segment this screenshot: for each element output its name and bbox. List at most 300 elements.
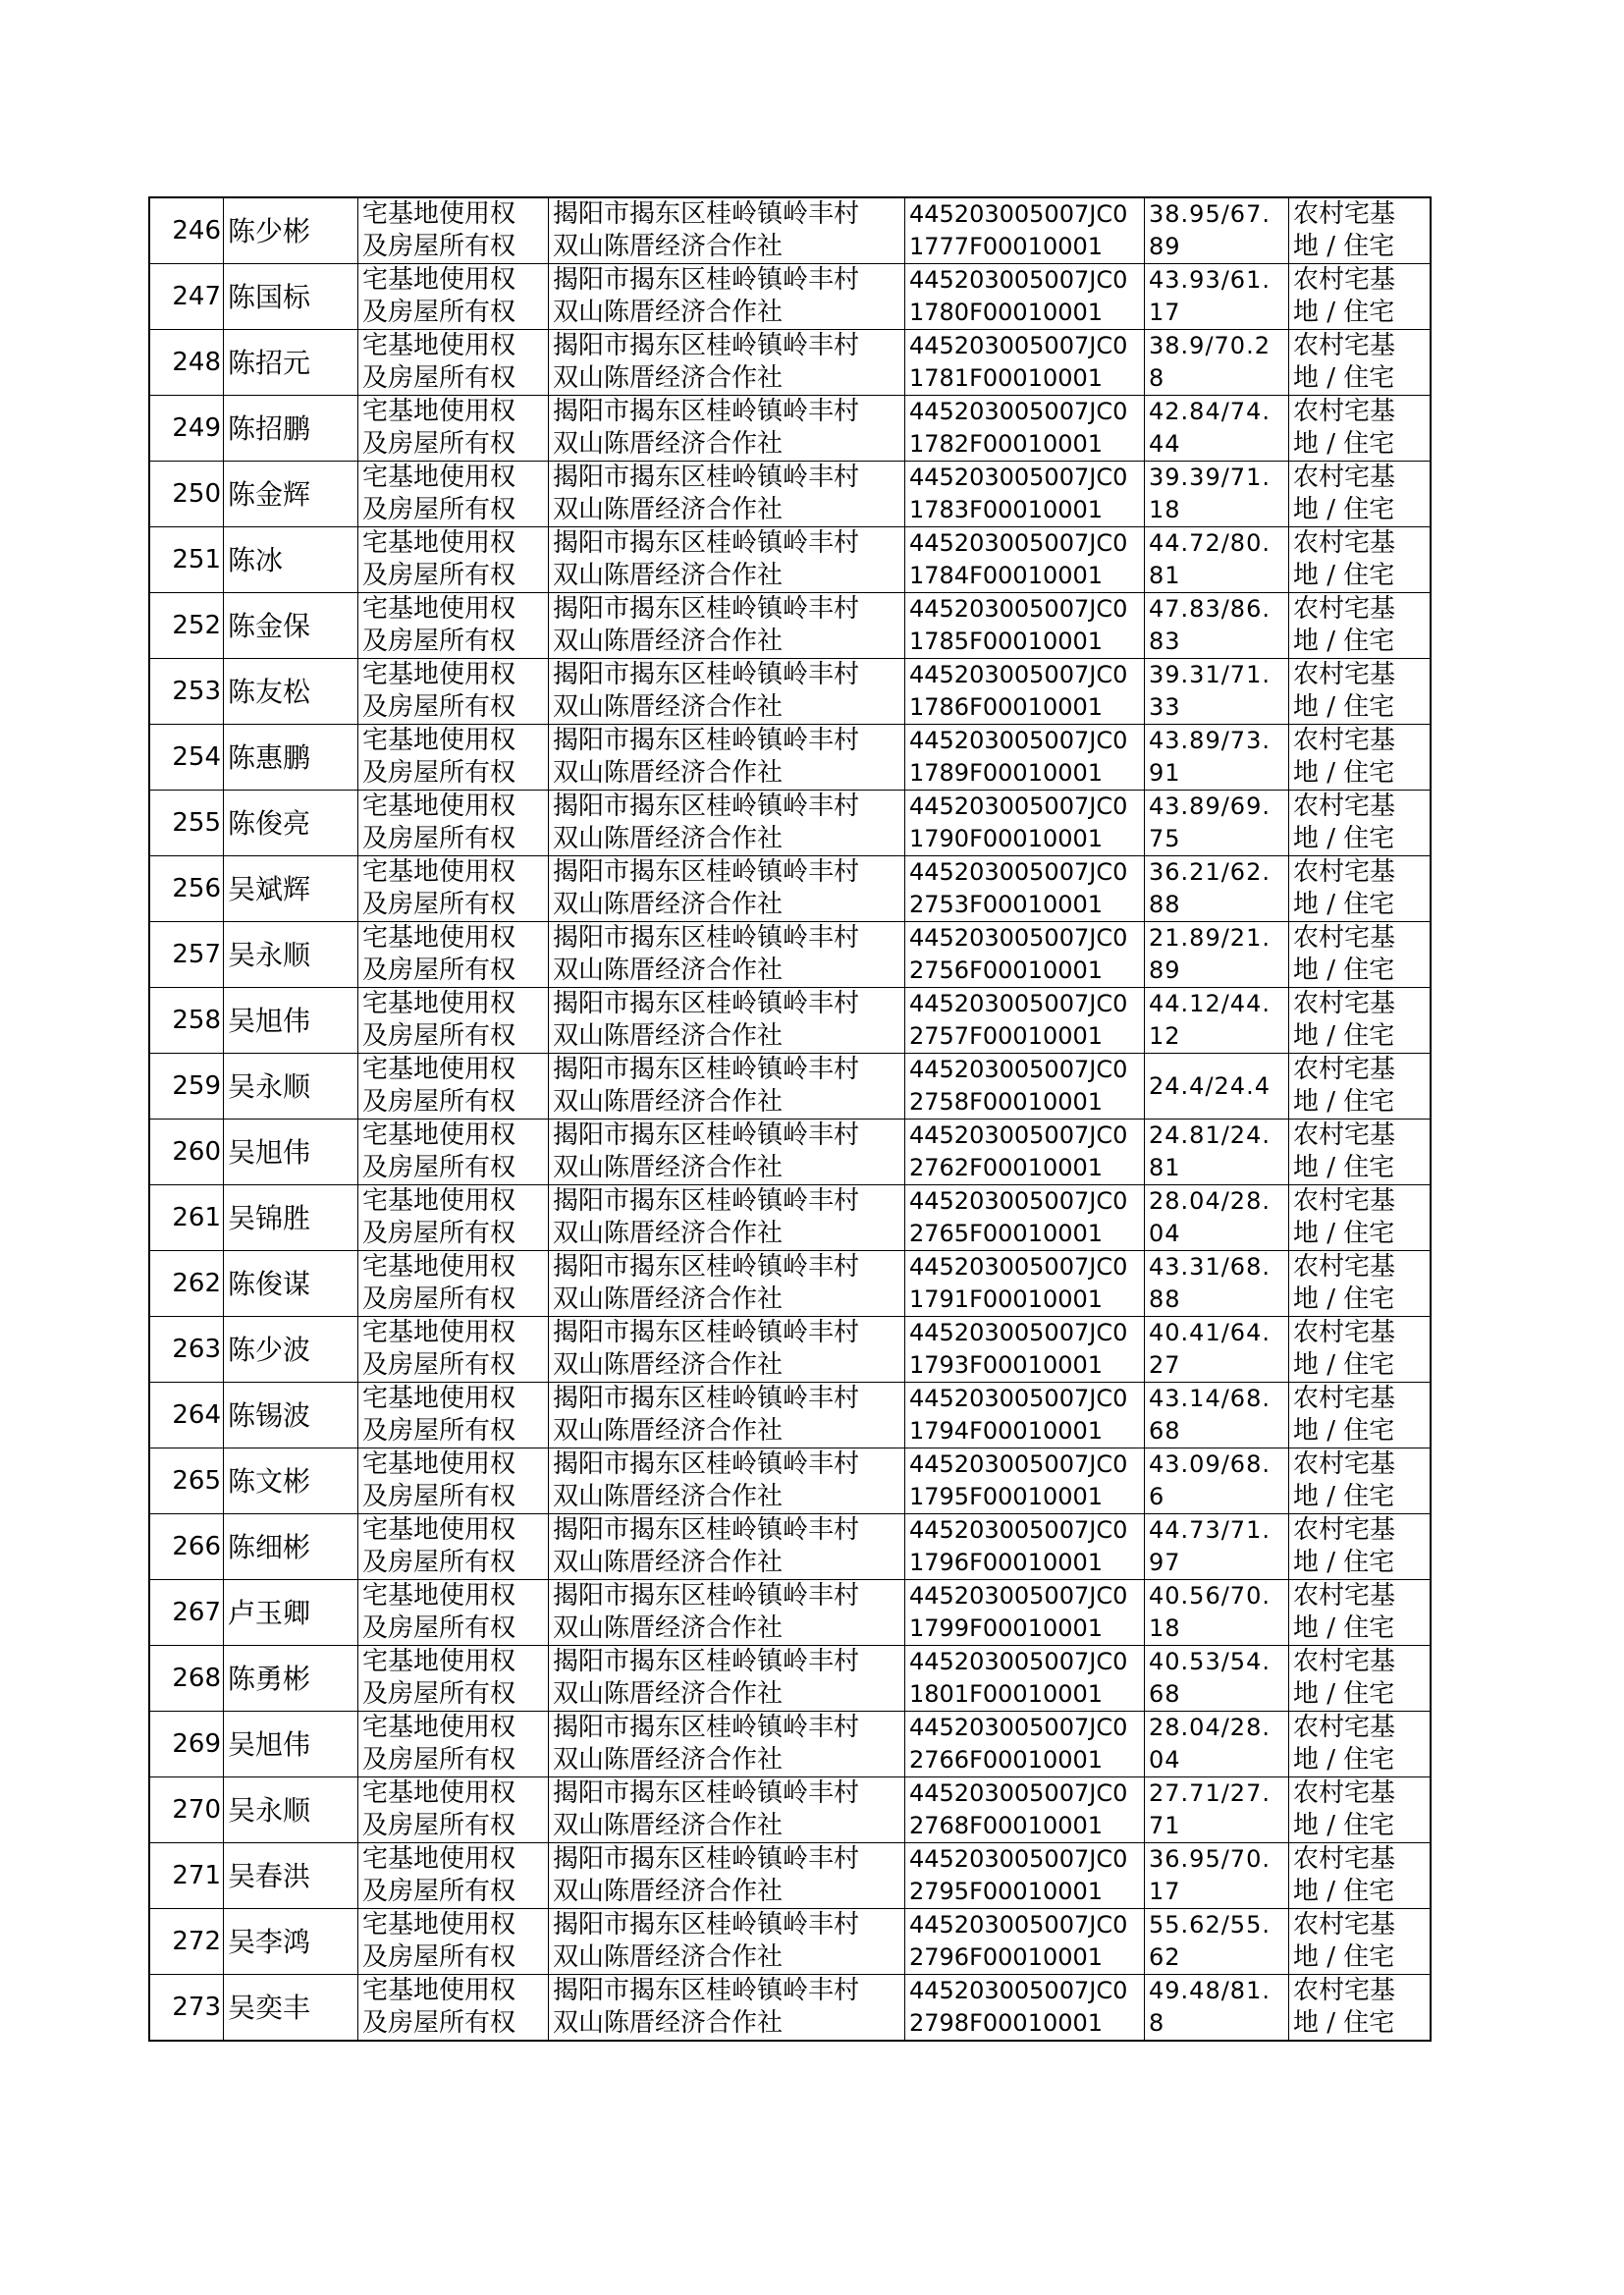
location-text: 双山陈厝经济合作社: [553, 1219, 784, 1248]
row-number-cell: [149, 1054, 224, 1120]
location-text: 揭阳市揭东区桂岭镇岭丰村: [553, 792, 860, 821]
owner-name-text: 吴旭伟: [228, 1135, 311, 1169]
right-type-text: 宅基地使用权: [362, 1384, 516, 1413]
right-type-text: 及房屋所有权: [362, 824, 516, 853]
right-type-cell: [358, 197, 549, 264]
land-use-cell: [1289, 1185, 1432, 1251]
right-type-cell: [358, 1514, 549, 1580]
table-row: [149, 330, 1431, 396]
owner-name-text: 陈勇彬: [228, 1662, 311, 1695]
land-use-text: 农村宅基: [1293, 1186, 1396, 1216]
table-row: [149, 1646, 1431, 1712]
location-text: 双山陈厝经济合作社: [553, 2008, 784, 2038]
owner-name-text: 陈招元: [228, 346, 311, 379]
land-use-text: 地 / 住宅: [1293, 363, 1395, 393]
owner-name-cell: [224, 197, 358, 264]
parcel-code-text: 445203005007JC02758F00010001: [909, 1056, 1128, 1116]
area-text: 47.83/86.83: [1149, 595, 1271, 655]
right-type-cell: [358, 856, 549, 922]
row-number-text: 259: [172, 1070, 221, 1101]
area-cell: [1145, 1843, 1289, 1909]
owner-name-text: 陈俊谋: [228, 1267, 311, 1300]
right-type-text: 及房屋所有权: [362, 363, 516, 393]
area-text: 40.41/64.27: [1149, 1319, 1271, 1379]
area-text: 24.81/24.81: [1149, 1121, 1271, 1181]
land-use-cell: [1289, 396, 1432, 462]
area-text: 43.89/73.91: [1149, 727, 1271, 787]
area-text: 42.84/74.44: [1149, 398, 1271, 458]
owner-name-cell: [224, 1646, 358, 1712]
land-use-text: 农村宅基: [1293, 660, 1396, 689]
parcel-code-text: 445203005007JC01799F00010001: [909, 1582, 1128, 1642]
table-row: [149, 462, 1431, 527]
right-type-cell: [358, 527, 549, 593]
row-number-text: 253: [172, 676, 221, 706]
area-text: 27.71/27.71: [1149, 1779, 1271, 1839]
table-row: [149, 1185, 1431, 1251]
location-text: 揭阳市揭东区桂岭镇岭丰村: [553, 265, 860, 295]
table-row: [149, 527, 1431, 593]
land-use-cell: [1289, 1580, 1432, 1646]
location-cell: [549, 1448, 905, 1514]
area-text: 43.93/61.17: [1149, 266, 1271, 326]
location-cell: [549, 264, 905, 330]
area-text: 28.04/28.04: [1149, 1714, 1271, 1774]
area-cell: [1145, 1646, 1289, 1712]
parcel-code-text: 445203005007JC02796F00010001: [909, 1911, 1128, 1971]
location-text: 揭阳市揭东区桂岭镇岭丰村: [553, 726, 860, 755]
row-number-cell: [149, 462, 224, 527]
owner-name-text: 陈国标: [228, 280, 311, 313]
land-use-text: 农村宅基: [1293, 463, 1396, 492]
parcel-code-cell: [905, 527, 1145, 593]
owner-name-text: 吴永顺: [228, 1069, 311, 1103]
parcel-code-cell: [905, 1054, 1145, 1120]
right-type-text: 及房屋所有权: [362, 627, 516, 656]
parcel-code-cell: [905, 1383, 1145, 1448]
land-use-text: 农村宅基: [1293, 1055, 1396, 1084]
right-type-text: 宅基地使用权: [362, 857, 516, 887]
row-number-cell: [149, 1712, 224, 1777]
row-number-cell: [149, 1448, 224, 1514]
right-type-text: 及房屋所有权: [362, 561, 516, 590]
area-text: 49.48/81.8: [1149, 1977, 1271, 2037]
land-use-cell: [1289, 1646, 1432, 1712]
location-cell: [549, 1054, 905, 1120]
row-number-text: 264: [172, 1399, 221, 1430]
area-cell: [1145, 791, 1289, 856]
right-type-cell: [358, 1185, 549, 1251]
owner-name-text: 陈少波: [228, 1333, 311, 1366]
right-type-cell: [358, 330, 549, 396]
location-text: 揭阳市揭东区桂岭镇岭丰村: [553, 660, 860, 689]
land-use-cell: [1289, 856, 1432, 922]
row-number-cell: [149, 1185, 224, 1251]
parcel-code-cell: [905, 197, 1145, 264]
area-text: 36.21/62.88: [1149, 858, 1271, 918]
owner-name-text: 吴斌辉: [228, 872, 311, 905]
owner-name-text: 吴李鸿: [228, 1925, 311, 1958]
owner-name-cell: [224, 1185, 358, 1251]
area-cell: [1145, 1185, 1289, 1251]
row-number-text: 251: [172, 544, 221, 574]
area-text: 43.89/69.75: [1149, 792, 1271, 852]
parcel-code-text: 445203005007JC02798F00010001: [909, 1977, 1128, 2037]
row-number-cell: [149, 1909, 224, 1975]
location-text: 双山陈厝经济合作社: [553, 363, 784, 393]
right-type-text: 及房屋所有权: [362, 1745, 516, 1775]
right-type-cell: [358, 1843, 549, 1909]
right-type-cell: [358, 1317, 549, 1383]
land-use-cell: [1289, 462, 1432, 527]
parcel-code-cell: [905, 1580, 1145, 1646]
location-cell: [549, 922, 905, 988]
area-cell: [1145, 659, 1289, 725]
right-type-text: 宅基地使用权: [362, 1581, 516, 1611]
right-type-text: 及房屋所有权: [362, 1548, 516, 1577]
right-type-cell: [358, 1975, 549, 2042]
land-use-text: 农村宅基: [1293, 1910, 1396, 1940]
location-text: 揭阳市揭东区桂岭镇岭丰村: [553, 463, 860, 492]
location-cell: [549, 1843, 905, 1909]
right-type-text: 及房屋所有权: [362, 1284, 516, 1314]
owner-name-text: 吴奕丰: [228, 1991, 311, 2024]
right-type-cell: [358, 1580, 549, 1646]
right-type-text: 宅基地使用权: [362, 397, 516, 426]
right-type-text: 及房屋所有权: [362, 890, 516, 919]
area-cell: [1145, 527, 1289, 593]
area-cell: [1145, 330, 1289, 396]
land-use-cell: [1289, 197, 1432, 264]
table-row: [149, 1777, 1431, 1843]
row-number-text: 270: [172, 1794, 221, 1825]
land-use-text: 地 / 住宅: [1293, 429, 1395, 459]
land-use-text: 地 / 住宅: [1293, 1679, 1395, 1709]
parcel-code-cell: [905, 1777, 1145, 1843]
land-use-cell: [1289, 659, 1432, 725]
right-type-text: 及房屋所有权: [362, 956, 516, 985]
parcel-code-text: 445203005007JC01791F00010001: [909, 1253, 1128, 1313]
row-number-text: 261: [172, 1202, 221, 1232]
area-text: 24.4/24.4: [1149, 1071, 1271, 1100]
right-type-text: 及房屋所有权: [362, 1416, 516, 1446]
location-cell: [549, 659, 905, 725]
row-number-cell: [149, 922, 224, 988]
row-number-cell: [149, 1975, 224, 2042]
right-type-text: 宅基地使用权: [362, 1186, 516, 1216]
parcel-code-text: 445203005007JC01782F00010001: [909, 398, 1128, 458]
row-number-cell: [149, 725, 224, 791]
row-number-cell: [149, 988, 224, 1054]
owner-name-cell: [224, 1054, 358, 1120]
row-number-text: 265: [172, 1465, 221, 1496]
owner-name-text: 陈锡波: [228, 1398, 311, 1432]
area-cell: [1145, 1514, 1289, 1580]
row-number-cell: [149, 1514, 224, 1580]
land-use-text: 农村宅基: [1293, 528, 1396, 558]
owner-name-text: 吴旭伟: [228, 1004, 311, 1037]
owner-name-text: 陈冰: [228, 543, 284, 576]
table-row: [149, 197, 1431, 264]
location-text: 揭阳市揭东区桂岭镇岭丰村: [553, 1713, 860, 1742]
location-cell: [549, 791, 905, 856]
area-cell: [1145, 1120, 1289, 1185]
location-cell: [549, 1251, 905, 1317]
location-text: 揭阳市揭东区桂岭镇岭丰村: [553, 199, 860, 229]
table-row: [149, 593, 1431, 659]
right-type-text: 及房屋所有权: [362, 758, 516, 788]
row-number-cell: [149, 1120, 224, 1185]
land-use-cell: [1289, 1448, 1432, 1514]
owner-name-text: 卢玉卿: [228, 1596, 311, 1629]
right-type-cell: [358, 1251, 549, 1317]
table-row: [149, 396, 1431, 462]
land-use-text: 地 / 住宅: [1293, 627, 1395, 656]
location-text: 揭阳市揭东区桂岭镇岭丰村: [553, 923, 860, 953]
parcel-code-text: 445203005007JC02768F00010001: [909, 1779, 1128, 1839]
area-cell: [1145, 1383, 1289, 1448]
land-use-text: 农村宅基: [1293, 1120, 1396, 1150]
table-row: [149, 1514, 1431, 1580]
owner-name-text: 吴春洪: [228, 1859, 311, 1892]
land-use-text: 农村宅基: [1293, 726, 1396, 755]
right-type-cell: [358, 1777, 549, 1843]
owner-name-cell: [224, 593, 358, 659]
location-text: 揭阳市揭东区桂岭镇岭丰村: [553, 1910, 860, 1940]
area-cell: [1145, 856, 1289, 922]
table-row: [149, 1120, 1431, 1185]
area-text: 39.39/71.18: [1149, 464, 1271, 523]
owner-name-cell: [224, 1514, 358, 1580]
row-number-text: 271: [172, 1860, 221, 1890]
right-type-text: 宅基地使用权: [362, 923, 516, 953]
parcel-code-cell: [905, 264, 1145, 330]
owner-name-cell: [224, 988, 358, 1054]
location-text: 揭阳市揭东区桂岭镇岭丰村: [553, 1384, 860, 1413]
location-text: 揭阳市揭东区桂岭镇岭丰村: [553, 1055, 860, 1084]
right-type-text: 宅基地使用权: [362, 1515, 516, 1545]
area-cell: [1145, 1317, 1289, 1383]
area-cell: [1145, 1054, 1289, 1120]
row-number-cell: [149, 856, 224, 922]
location-text: 双山陈厝经济合作社: [553, 1021, 784, 1051]
parcel-code-text: 445203005007JC01795F00010001: [909, 1450, 1128, 1510]
land-use-cell: [1289, 1843, 1432, 1909]
right-type-text: 宅基地使用权: [362, 1252, 516, 1282]
parcel-code-cell: [905, 988, 1145, 1054]
right-type-text: 宅基地使用权: [362, 331, 516, 360]
right-type-cell: [358, 791, 549, 856]
location-cell: [549, 856, 905, 922]
area-cell: [1145, 396, 1289, 462]
location-text: 双山陈厝经济合作社: [553, 890, 784, 919]
parcel-code-text: 445203005007JC01796F00010001: [909, 1516, 1128, 1576]
owner-name-text: 陈金辉: [228, 477, 311, 511]
table-row: [149, 1054, 1431, 1120]
table-row: [149, 1317, 1431, 1383]
row-number-text: 266: [172, 1531, 221, 1561]
parcel-code-cell: [905, 1843, 1145, 1909]
row-number-cell: [149, 791, 224, 856]
location-text: 双山陈厝经济合作社: [553, 758, 784, 788]
land-use-text: 地 / 住宅: [1293, 758, 1395, 788]
right-type-text: 及房屋所有权: [362, 1153, 516, 1182]
owner-name-cell: [224, 1317, 358, 1383]
location-text: 揭阳市揭东区桂岭镇岭丰村: [553, 1449, 860, 1479]
row-number-text: 247: [172, 281, 221, 311]
owner-name-cell: [224, 462, 358, 527]
right-type-cell: [358, 1909, 549, 1975]
row-number-text: 268: [172, 1663, 221, 1693]
right-type-text: 宅基地使用权: [362, 660, 516, 689]
right-type-cell: [358, 1712, 549, 1777]
land-use-text: 地 / 住宅: [1293, 2008, 1395, 2038]
location-text: 揭阳市揭东区桂岭镇岭丰村: [553, 1581, 860, 1611]
right-type-cell: [358, 1646, 549, 1712]
area-cell: [1145, 1777, 1289, 1843]
right-type-text: 及房屋所有权: [362, 1877, 516, 1906]
row-number-text: 269: [172, 1728, 221, 1759]
parcel-code-text: 445203005007JC01794F00010001: [909, 1385, 1128, 1445]
area-cell: [1145, 725, 1289, 791]
parcel-code-cell: [905, 1712, 1145, 1777]
row-number-cell: [149, 197, 224, 264]
right-type-text: 及房屋所有权: [362, 1021, 516, 1051]
parcel-code-text: 445203005007JC02765F00010001: [909, 1187, 1128, 1247]
land-use-cell: [1289, 1514, 1432, 1580]
owner-name-cell: [224, 922, 358, 988]
location-text: 双山陈厝经济合作社: [553, 1613, 784, 1643]
land-use-text: 农村宅基: [1293, 1515, 1396, 1545]
right-type-cell: [358, 659, 549, 725]
land-use-text: 农村宅基: [1293, 1647, 1396, 1676]
row-number-text: 246: [172, 215, 221, 246]
owner-name-cell: [224, 659, 358, 725]
right-type-text: 宅基地使用权: [362, 463, 516, 492]
row-number-text: 254: [172, 741, 221, 772]
parcel-code-text: 445203005007JC01777F00010001: [909, 200, 1128, 260]
parcel-code-cell: [905, 725, 1145, 791]
right-type-text: 及房屋所有权: [362, 1350, 516, 1380]
owner-name-cell: [224, 330, 358, 396]
area-text: 28.04/28.04: [1149, 1187, 1271, 1247]
location-text: 揭阳市揭东区桂岭镇岭丰村: [553, 1186, 860, 1216]
right-type-text: 宅基地使用权: [362, 1778, 516, 1808]
parcel-code-cell: [905, 659, 1145, 725]
location-text: 揭阳市揭东区桂岭镇岭丰村: [553, 1844, 860, 1874]
right-type-cell: [358, 988, 549, 1054]
area-cell: [1145, 1580, 1289, 1646]
location-cell: [549, 1383, 905, 1448]
area-cell: [1145, 922, 1289, 988]
area-text: 44.73/71.97: [1149, 1516, 1271, 1576]
location-text: 双山陈厝经济合作社: [553, 561, 784, 590]
location-text: 双山陈厝经济合作社: [553, 1811, 784, 1840]
parcel-code-cell: [905, 1514, 1145, 1580]
right-type-text: 及房屋所有权: [362, 1482, 516, 1511]
table-row: [149, 1251, 1431, 1317]
right-type-text: 及房屋所有权: [362, 1811, 516, 1840]
land-use-text: 地 / 住宅: [1293, 1877, 1395, 1906]
location-cell: [549, 1120, 905, 1185]
parcel-code-cell: [905, 1120, 1145, 1185]
right-type-cell: [358, 396, 549, 462]
owner-name-cell: [224, 264, 358, 330]
land-use-text: 农村宅基: [1293, 1713, 1396, 1742]
parcel-code-text: 445203005007JC01784F00010001: [909, 529, 1128, 589]
row-number-text: 252: [172, 610, 221, 640]
land-use-text: 地 / 住宅: [1293, 1416, 1395, 1446]
right-type-text: 宅基地使用权: [362, 989, 516, 1018]
table-row: [149, 1448, 1431, 1514]
area-text: 44.12/44.12: [1149, 990, 1271, 1050]
location-cell: [549, 462, 905, 527]
location-cell: [549, 988, 905, 1054]
location-text: 双山陈厝经济合作社: [553, 956, 784, 985]
owner-name-cell: [224, 1909, 358, 1975]
right-type-text: 及房屋所有权: [362, 429, 516, 459]
right-type-cell: [358, 922, 549, 988]
table-row: [149, 856, 1431, 922]
right-type-text: 宅基地使用权: [362, 1647, 516, 1676]
table-row: [149, 791, 1431, 856]
parcel-code-text: 445203005007JC01790F00010001: [909, 792, 1128, 852]
land-use-cell: [1289, 791, 1432, 856]
land-use-text: 农村宅基: [1293, 792, 1396, 821]
area-text: 55.62/55.62: [1149, 1911, 1271, 1971]
land-use-text: 地 / 住宅: [1293, 232, 1395, 261]
parcel-code-text: 445203005007JC01786F00010001: [909, 661, 1128, 721]
location-text: 揭阳市揭东区桂岭镇岭丰村: [553, 1778, 860, 1808]
owner-name-cell: [224, 856, 358, 922]
land-use-text: 农村宅基: [1293, 1778, 1396, 1808]
land-use-cell: [1289, 330, 1432, 396]
parcel-code-cell: [905, 1909, 1145, 1975]
land-use-text: 农村宅基: [1293, 265, 1396, 295]
right-type-text: 宅基地使用权: [362, 594, 516, 624]
owner-name-text: 陈少彬: [228, 214, 311, 247]
land-use-text: 地 / 住宅: [1293, 1284, 1395, 1314]
area-cell: [1145, 593, 1289, 659]
row-number-text: 256: [172, 873, 221, 903]
location-text: 揭阳市揭东区桂岭镇岭丰村: [553, 1120, 860, 1150]
right-type-cell: [358, 1120, 549, 1185]
location-cell: [549, 725, 905, 791]
registry-table: [148, 196, 1432, 2042]
location-text: 双山陈厝经济合作社: [553, 1679, 784, 1709]
right-type-text: 宅基地使用权: [362, 199, 516, 229]
land-use-text: 地 / 住宅: [1293, 956, 1395, 985]
parcel-code-text: 445203005007JC01785F00010001: [909, 595, 1128, 655]
right-type-text: 及房屋所有权: [362, 1219, 516, 1248]
location-cell: [549, 1975, 905, 2042]
land-use-text: 农村宅基: [1293, 199, 1396, 229]
land-use-cell: [1289, 1251, 1432, 1317]
land-use-cell: [1289, 1909, 1432, 1975]
area-cell: [1145, 264, 1289, 330]
owner-name-text: 陈招鹏: [228, 411, 311, 445]
parcel-code-cell: [905, 462, 1145, 527]
location-text: 双山陈厝经济合作社: [553, 627, 784, 656]
table-row: [149, 1843, 1431, 1909]
right-type-cell: [358, 1383, 549, 1448]
area-text: 44.72/80.81: [1149, 529, 1271, 589]
table-row: [149, 1975, 1431, 2042]
table-row: [149, 1712, 1431, 1777]
parcel-code-cell: [905, 1975, 1145, 2042]
land-use-cell: [1289, 1120, 1432, 1185]
land-use-cell: [1289, 725, 1432, 791]
